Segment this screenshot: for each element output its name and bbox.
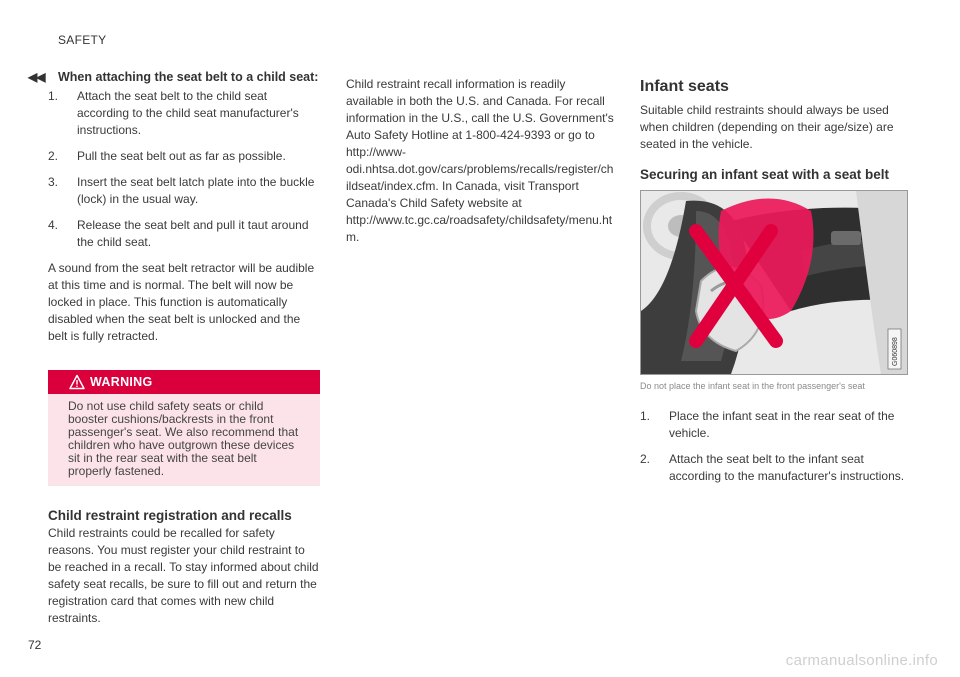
step-text: Place the infant seat in the rear seat of the vehicle.: [669, 409, 895, 440]
infant-seats-heading: Infant seats: [640, 78, 729, 95]
column-left: [28, 70, 320, 627]
warning-box: [48, 370, 320, 486]
infant-seat-illustration: [640, 190, 908, 375]
step-text: Attach the seat belt to the infant seat according to the manufacturer's instructions.: [669, 452, 905, 483]
figure-caption: Do not place the infant seat in the front passenger's seat: [640, 381, 865, 391]
list-item: [640, 408, 908, 442]
section-header: SAFETY: [58, 33, 107, 47]
step-number: 1.: [48, 89, 59, 103]
securing-heading: Securing an infant seat with a seat belt: [640, 167, 890, 182]
attach-steps-list: [28, 88, 320, 251]
infant-steps-list: [640, 408, 908, 485]
list-item: [48, 174, 320, 208]
list-item: [48, 148, 320, 165]
infant-intro-paragraph: Suitable child restraints should always be used when children (depending on their age/size) are seated in the vehicle.: [640, 103, 894, 151]
warning-text: Do not use child safety seats or child booster cushions/backrests in the front passenger's seat. We also recommend that children who have outgrown these devices sit in the rear seat with the seat belt properly fastened.: [68, 399, 299, 478]
attach-subheading: When attaching the seat belt to a child seat:: [58, 70, 319, 84]
registration-heading: Child restraint registration and recalls: [48, 508, 292, 523]
page-number: 72: [28, 638, 42, 652]
figure-code: G060898: [892, 337, 899, 366]
step-text: Insert the seat belt latch plate into the buckle (lock) in the usual way.: [77, 175, 315, 206]
step-number: 4.: [48, 218, 59, 232]
warning-header: [48, 370, 320, 394]
warning-triangle-icon: [69, 374, 85, 390]
step-number: 1.: [640, 409, 651, 423]
warning-title: WARNING: [90, 375, 153, 389]
continuation-mark: ◀◀: [28, 70, 45, 84]
step-number: 2.: [640, 452, 651, 466]
registration-paragraph: Child restraints could be recalled for safety reasons. You must register your child restraint to be reached in a recall. To stay informed about child safety seat recalls, be sure to fill out and return the registration card that comes with new child restraints.: [48, 526, 319, 625]
retractor-sound-paragraph: A sound from the seat belt retractor will be audible at this time and is normal. The belt will now be locked in place. This function is automatically disabled when the seat belt is unlocked and the belt is fully retracted.: [48, 261, 315, 343]
watermark[interactable]: carmanualsonline.info: [785, 652, 938, 669]
car-interior-illustration: [641, 191, 907, 374]
list-item: [48, 217, 320, 251]
step-text: Release the seat belt and pull it taut around the child seat.: [77, 218, 309, 249]
step-text: Pull the seat belt out as far as possible.: [77, 149, 286, 163]
list-item: [640, 451, 908, 485]
recall-info-paragraph: Child restraint recall information is readily available in both the U.S. and Canada. For recall information in the U.S., call the U.S. Government's Auto Safety Hotline at 1-800-424-9393 or go to http://www-odi.nhtsa.dot.gov/cars/problems/recalls/register/childseat/index.cfm. In Canada, visit Transport Canada's Child Safety website at http://www.tc.gc.ca/roadsafety/childsafety/menu.htm.: [346, 77, 614, 244]
step-text: Attach the seat belt to the child seat according to the child seat manufacturer's instructions.: [77, 89, 299, 137]
step-number: 2.: [48, 149, 59, 163]
column-right: [640, 70, 908, 494]
column-middle: [346, 70, 614, 246]
step-number: 3.: [48, 175, 59, 189]
list-item: [48, 88, 320, 139]
